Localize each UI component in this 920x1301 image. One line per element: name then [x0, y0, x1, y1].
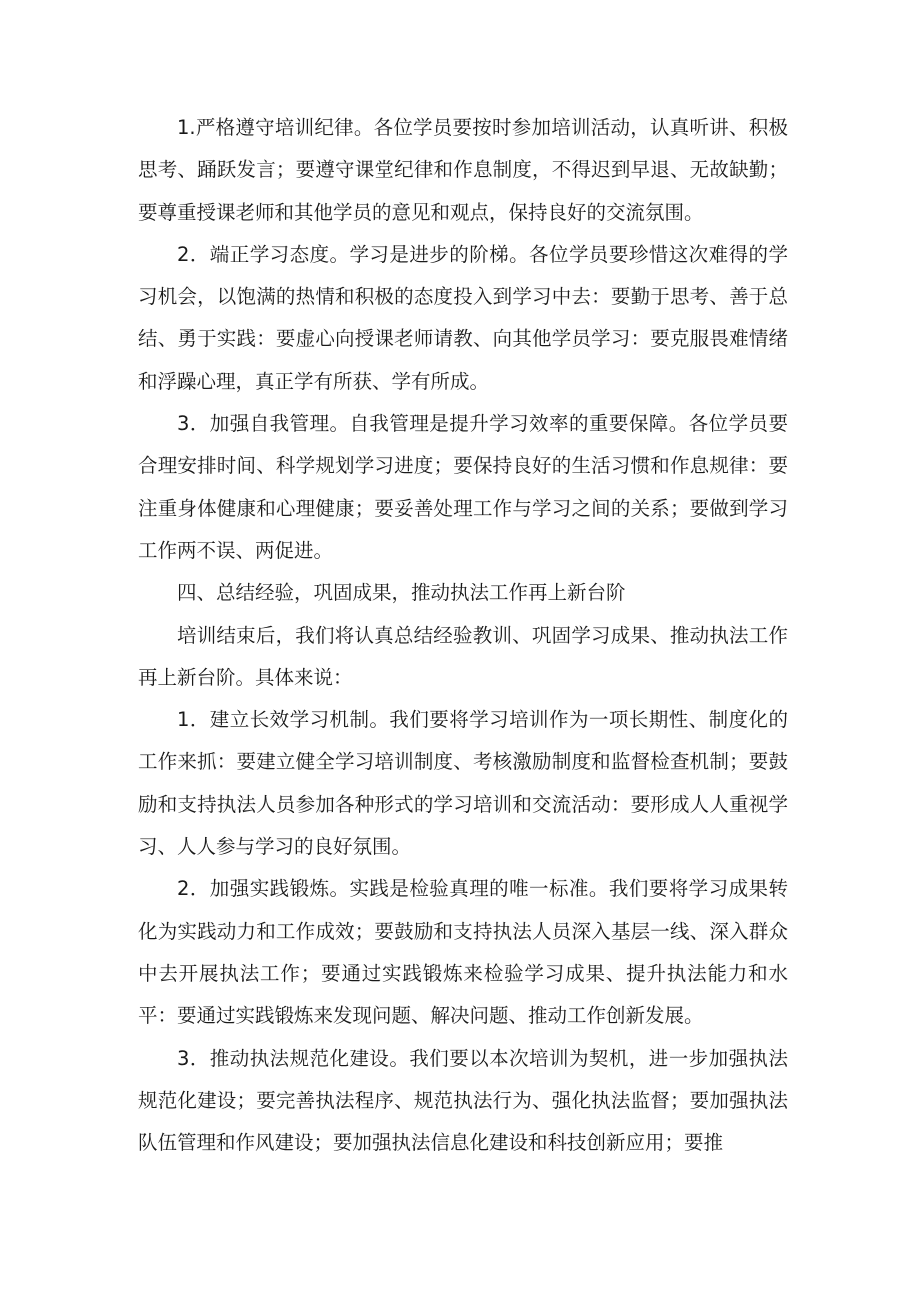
paragraph-practice: 2．加强实践锻炼。实践是检验真理的唯一标准。我们要将学习成果转化为实践动力和工作成效；要鼓励和支持执法人员深入基层一线、深入群众中去开展执法工作；要通过实践锻炼来检验学习成果、提升执法能力和水平：要通过实践锻炼来发现问题、解决问题、推动工作创新发展。 [138, 877, 788, 1028]
paragraph-standardization: 3．推动执法规范化建设。我们要以本次培训为契机，进一步加强执法规范化建设；要完善执法程序、规范执法行为、强化执法监督；要加强执法队伍管理和作风建设；要加强执法信息化建设和科技创新应用；要推 [138, 1046, 788, 1155]
paragraph-long-term-mechanism: 1．建立长效学习机制。我们要将学习培训作为一项长期性、制度化的工作来抓：要建立健全学习培训制度、考核激励制度和监督检查机制；要鼓励和支持执法人员参加各种形式的学习培训和交流活动：要形成人人重视学习、人人参与学习的良好氛围。 [138, 708, 788, 859]
paragraph-after-training: 培训结束后，我们将认真总结经验教训、巩固学习成果、推动执法工作再上新台阶。具体来说： [138, 623, 788, 689]
paragraph-self-management: 3．加强自我管理。自我管理是提升学习效率的重要保障。各位学员要合理安排时间、科学规划学习进度；要保持良好的生活习惯和作息规律：要注重身体健康和心理健康；要妥善处理工作与学习之间的关系；要做到学习工作两不误、两促进。 [138, 412, 788, 562]
section-heading-four: 四、总结经验，巩固成果，推动执法工作再上新台阶 [177, 581, 626, 605]
paragraph-attitude: 2．端正学习态度。学习是进步的阶梯。各位学员要珍惜这次难得的学习机会，以饱满的热情和积极的态度投入到学习中去：要勤于思考、善于总结、勇于实践：要虚心向授课老师请教、向其他学员学习：要克服畏难情绪和浮躁心理，真正学有所获、学有所成。 [138, 242, 788, 393]
document-body [138, 107, 788, 1164]
paragraph-discipline: 1.严格遵守培训纪律。各位学员要按时参加培训活动，认真听讲、积极思考、踊跃发言；要遵守课堂纪律和作息制度，不得迟到早退、无故缺勤；要尊重授课老师和其他学员的意见和观点，保持良好的交流氛围。 [138, 116, 788, 224]
